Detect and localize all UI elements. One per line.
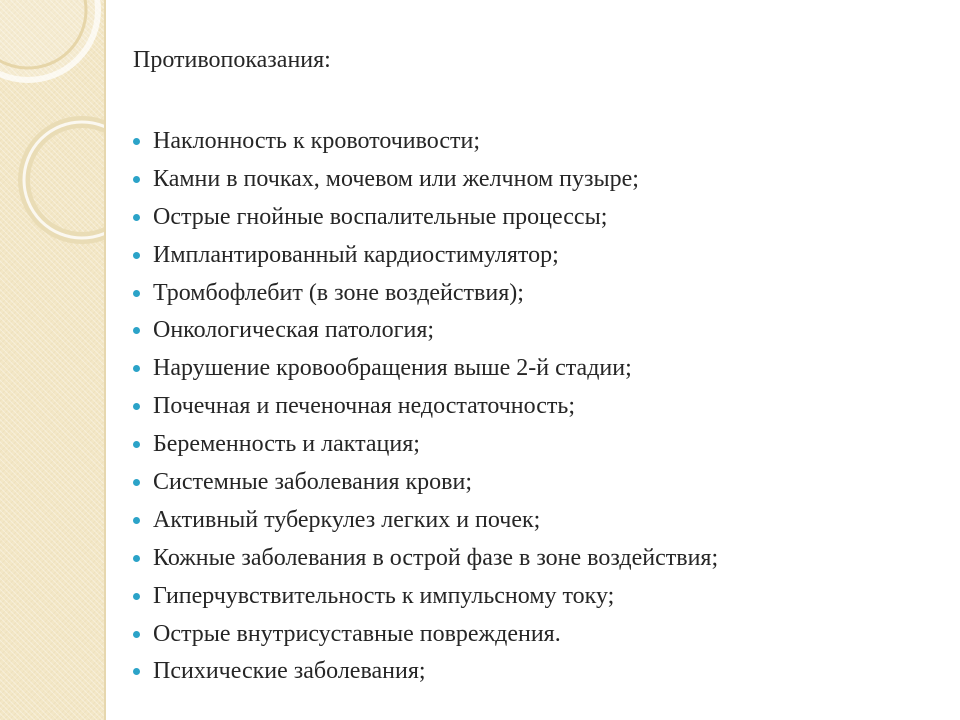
list-item [132, 387, 718, 425]
bullet-icon [133, 631, 140, 638]
list-item [132, 349, 718, 387]
slide-title: Противопоказания: [133, 47, 331, 73]
list-item-text: Наклонность к кровоточивости; [153, 128, 481, 154]
list-item [132, 463, 718, 501]
bullet-icon [133, 479, 140, 486]
list-item-text: Нарушение кровообращения выше 2-й стадии; [153, 355, 632, 382]
list-item-text: Онкологическая патология; [153, 317, 435, 344]
list-item [132, 122, 718, 160]
bullet-icon [133, 403, 140, 410]
list-item-text: Острые гнойные воспалительные процессы; [153, 203, 608, 230]
list-item-text: Психические заболевания; [153, 658, 426, 685]
list-item [132, 311, 718, 349]
list-item-text: Тромбофлебит (в зоне воздействия); [153, 279, 524, 306]
bullet-icon [133, 593, 140, 600]
bullet-icon [133, 290, 140, 297]
bullet-icon [133, 517, 140, 524]
list-item [132, 577, 718, 615]
list-item [132, 615, 718, 653]
list-item [132, 198, 718, 236]
bullet-icon [133, 668, 140, 675]
decorative-rings-icon [0, 0, 106, 720]
list-item-text: Острые внутрисуставные повреждения. [153, 620, 561, 647]
list-item [132, 501, 718, 539]
list-item-text: Имплантированный кардиостимулятор; [153, 241, 559, 268]
list-item [132, 425, 718, 463]
bullet-icon [133, 441, 140, 448]
bullet-icon [133, 138, 140, 145]
bullet-icon [133, 214, 140, 221]
bullet-icon [133, 176, 140, 183]
list-item-text: Почечная и печеночная недостаточность; [153, 393, 576, 420]
list-item-text: Активный туберкулез легких и почек; [153, 506, 541, 533]
list-item [132, 160, 718, 198]
bullet-icon [133, 327, 140, 334]
list-item [132, 652, 718, 690]
list-item-text: Системные заболевания крови; [153, 469, 473, 496]
contraindications-list [132, 122, 718, 690]
bullet-icon [133, 555, 140, 562]
list-item-text: Кожные заболевания в острой фазе в зоне воздействия; [153, 544, 719, 571]
list-item-text: Камни в почках, мочевом или желчном пузыре; [153, 165, 639, 192]
side-panel-edge [104, 0, 106, 720]
list-item-text: Гиперчувствительность к импульсному току; [153, 582, 615, 609]
list-item [132, 236, 718, 274]
bullet-icon [133, 365, 140, 372]
list-item [132, 274, 718, 312]
bullet-icon [133, 252, 140, 259]
list-item [132, 539, 718, 577]
decorative-side-panel [0, 0, 106, 720]
list-item-text: Беременность и лактация; [153, 431, 420, 458]
